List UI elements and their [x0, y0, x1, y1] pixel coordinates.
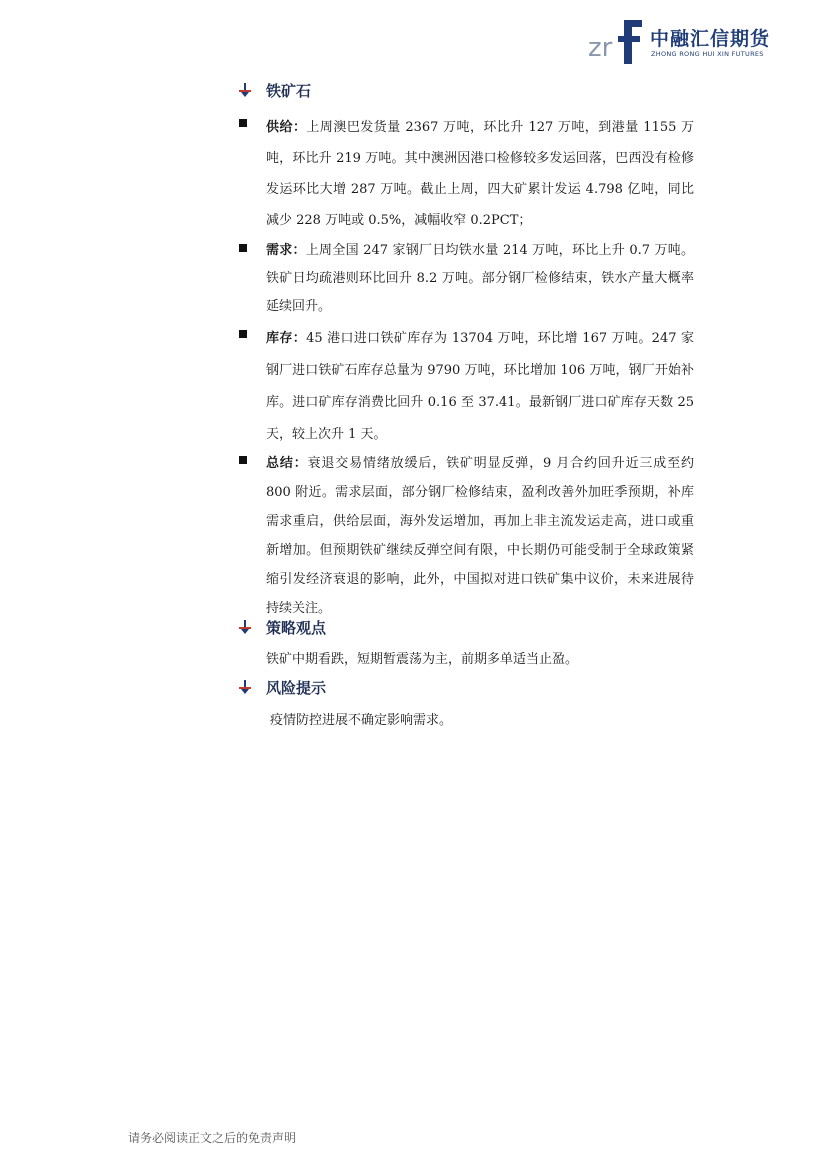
- logo-english-name: ZHONG RONG HUI XIN FUTURES: [651, 50, 764, 58]
- square-bullet-icon: [239, 456, 247, 464]
- strategy-text: 铁矿中期看跌，短期暂震荡为主，前期多单适当止盈。: [266, 652, 579, 667]
- arrow-bullet-icon: [238, 83, 252, 97]
- demand-paragraph: 需求：上周全国 247 家钢厂日均铁水量 214 万吨，环比上升 0.7 万吨。铁矿日均疏港则环比回升 8.2 万吨。部分钢厂检修结束，铁水产量大概率延续回升。: [266, 243, 694, 314]
- arrow-bullet-icon: [238, 680, 252, 694]
- section-title-iron-ore: 铁矿石: [238, 80, 311, 101]
- square-bullet-icon: [239, 244, 247, 252]
- supply-paragraph: 供给：上周澳巴发货量 2367 万吨，环比升 127 万吨，到港量 1155 万吨，环比升 219 万吨。其中澳洲因港口检修较多发运回落，巴西没有检修发运环比大增 287 万吨。截止上周，四大矿累计发运 4.798 亿吨，同比减少 228 万吨或 0.5%，减幅收窄 0.2PCT；: [266, 120, 694, 228]
- summary-paragraph: 总结：衰退交易情绪放缓后，铁矿明显反弹，9 月合约回升近三成至约 800 附近。需求层面，部分钢厂检修结束，盈利改善外加旺季预期，补库需求重启，供给层面，海外发运增加，再加上非主流发运走高，进口或重新增加。但预期铁矿继续反弹空间有限，中长期仍可能受制于全球政策紧缩引发经济衰退的影响，此外，中国拟对进口铁矿集中议价，未来进展待持续关注。: [266, 456, 694, 616]
- section-title-strategy: 策略观点: [238, 617, 326, 638]
- company-logo: [588, 18, 778, 64]
- inventory-paragraph: 库存：45 港口进口铁矿库存为 13704 万吨，环比增 167 万吨。247 家钢厂进口铁矿石库存总量为 9790 万吨，环比增加 106 万吨，钢厂开始补库。进口矿库存消费比回升 0.16 至 37.41。最新钢厂进口矿库存天数 25 天，较上次升 1 天。: [266, 331, 694, 442]
- footer-disclaimer: 请务必阅读正文之后的免责声明: [128, 1131, 297, 1145]
- risk-text: 疫情防控进展不确定影响需求。: [270, 713, 453, 728]
- svg-text:zr: zr: [588, 33, 613, 63]
- square-bullet-icon: [239, 330, 247, 338]
- zrf-logo-icon: [588, 20, 646, 64]
- logo-chinese-name: 中融汇信期货: [650, 28, 771, 50]
- section-title-risk: 风险提示: [238, 677, 326, 698]
- arrow-bullet-icon: [238, 620, 252, 634]
- square-bullet-icon: [239, 119, 247, 127]
